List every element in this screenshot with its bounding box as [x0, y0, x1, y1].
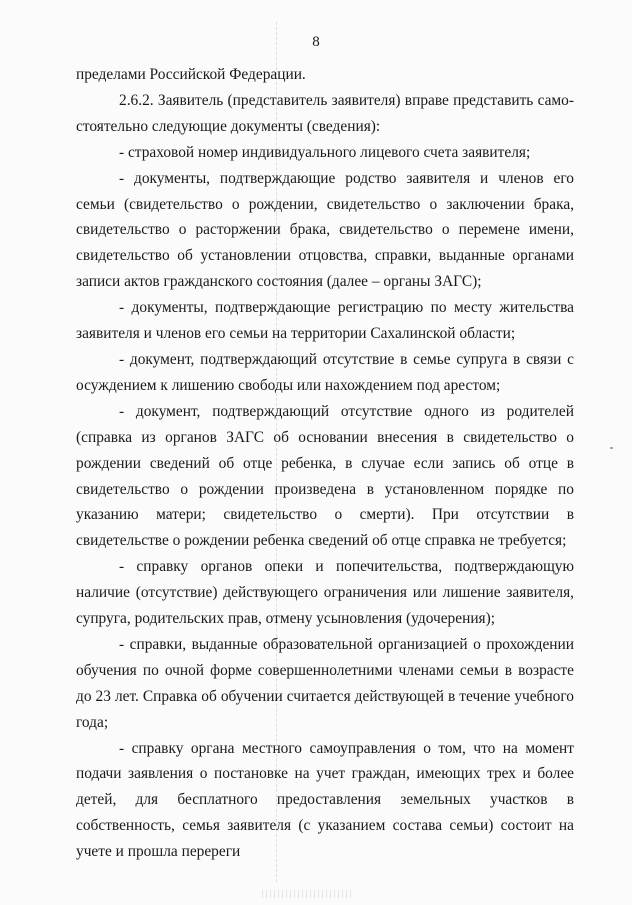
scan-noise [262, 890, 352, 898]
page-number: 8 [312, 34, 320, 50]
paragraph-2-6-2: 2.6.2. Заявитель (представитель заявителя) вправе представить самостоятельно следующие документы (сведения): [76, 91, 574, 135]
list-item-snils: - страховой номер индивидуального лицевого счета заявителя; [119, 143, 531, 161]
list-item-guardianship-certificate: - справку органов опеки и попечительства, подтверждающую наличие (отсутствие) действующего ограничения или лишение заявителя, супруга, родительских прав, отмену усыновления (удочерения); [76, 558, 574, 628]
list-item-local-government-certificate: - справку органа местного самоуправления о том, что на момент подачи заявления о постановке на учет граждан, имеющих трех и более детей, для бесплатного предоставления земельных участков в собственность, семья заявителя (с указанием состава семьи) состоит на учете и прошла перереги [76, 739, 574, 861]
list-item-education-certificate: - справки, выданные образовательной организацией о прохождении обучения по очной форме совершеннолетними членами семьи в возрасте до 23 лет. Справка об обучении считается действующей в течение учебного года; [76, 635, 574, 731]
list-item-spouse-absence-document: - документ, подтверждающий отсутствие в семье супруга в связи с осуждением к лишению свободы или нахождением под арестом; [76, 350, 574, 394]
document-body [76, 62, 574, 865]
scan-speck [610, 447, 613, 449]
paragraph-continuation: пределами Российской Федерации. [76, 66, 306, 83]
list-item-registration-documents: - документы, подтверждающие регистрацию по месту жительства заявителя и членов его семьи на территории Сахалинской области; [76, 299, 574, 343]
list-item-kinship-documents: - документы, подтверждающие родство заявителя и членов его семьи (свидетельство о рождении, свидетельство о заключении брака, свидетельство о расторжении брака, свидетельство о перемене имени, свидетельство об установлении отцовства, справки, выданные органами записи актов гражданского состояния (далее – органы ЗАГС); [76, 169, 574, 291]
list-item-parent-absence-document: - документ, подтверждающий отсутствие одного из родителей (справка из органов ЗАГС об основании внесения в свидетельство о рождении сведений об отце ребенка, в случае если запись об отце в свидетельство о рождении произведена в установленном порядке по указанию матери; свидетельство о смерти). При отсутствии в свидетельстве о рождении ребенка сведений об отце справка не требуется; [76, 402, 574, 550]
